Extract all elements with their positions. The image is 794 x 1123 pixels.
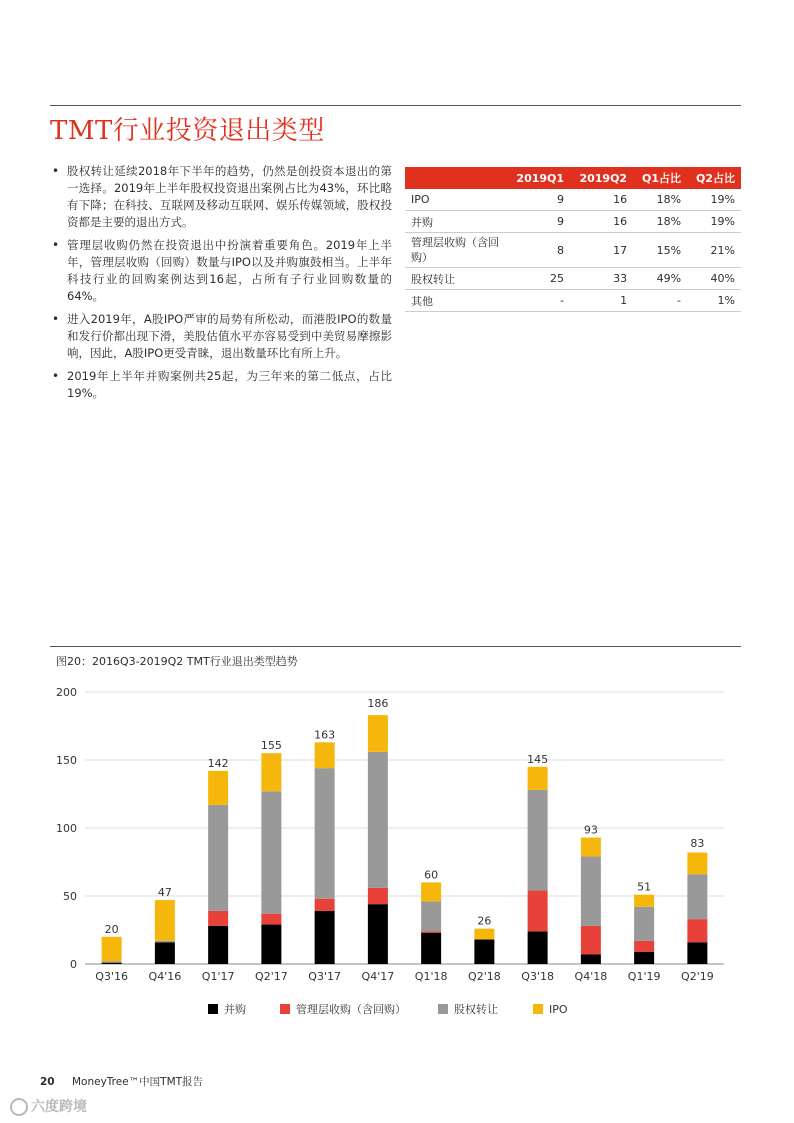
table-cell: 其他 <box>405 290 507 312</box>
x-tick-label: Q2'17 <box>255 970 288 983</box>
table-cell: 17 <box>570 233 633 268</box>
bar-segment <box>315 911 335 964</box>
table-cell: 19% <box>687 189 741 211</box>
x-tick-label: Q4'18 <box>574 970 608 983</box>
table-cell: 9 <box>507 189 570 211</box>
legend-swatch <box>280 1004 290 1014</box>
x-tick-label: Q3'17 <box>308 970 341 983</box>
total-label: 83 <box>690 837 705 851</box>
legend-label: IPO <box>549 1003 568 1016</box>
bar-segment <box>528 767 548 790</box>
bar-segment <box>687 942 707 964</box>
bar-segment <box>261 925 281 964</box>
bar-segment <box>421 931 441 932</box>
table-cell: 18% <box>633 211 687 233</box>
bar-segment <box>368 904 388 964</box>
bar-segment <box>528 891 548 932</box>
table-cell: 1% <box>687 290 741 312</box>
exit-type-table <box>405 167 741 312</box>
table-cell: 16 <box>570 189 633 211</box>
table-cell: 21% <box>687 233 741 268</box>
x-tick-label: Q4'17 <box>361 970 395 983</box>
bar-segment <box>581 926 601 955</box>
table-cell: 16 <box>570 211 633 233</box>
bar-segment <box>368 888 388 904</box>
footer-text: MoneyTree™中国TMT报告 <box>71 1076 204 1088</box>
logo-icon <box>10 1098 28 1116</box>
legend-label: 股权转让 <box>454 1003 498 1016</box>
x-tick-label: Q4'16 <box>148 970 182 983</box>
bar-segment <box>261 914 281 925</box>
bar-segment <box>421 882 441 901</box>
total-label: 155 <box>260 739 282 753</box>
total-label: 186 <box>367 697 389 711</box>
bar-segment <box>261 753 281 791</box>
bar-segment <box>368 752 388 888</box>
x-tick-label: Q1'18 <box>414 970 448 983</box>
total-label: 51 <box>637 880 652 894</box>
y-tick-label: 50 <box>63 890 77 903</box>
table-row <box>405 268 741 290</box>
legend-swatch <box>438 1004 448 1014</box>
table-cell: 33 <box>570 268 633 290</box>
table-row <box>405 211 741 233</box>
bar-segment <box>155 941 175 942</box>
bar-segment <box>581 857 601 926</box>
watermark-logo <box>10 1096 87 1116</box>
bar-segment <box>102 961 122 962</box>
bar-segment <box>155 900 175 941</box>
table-cell: 15% <box>633 233 687 268</box>
table-cell: 40% <box>687 268 741 290</box>
bar-segment <box>261 791 281 913</box>
total-label: 60 <box>424 868 439 882</box>
bar-segment <box>581 954 601 964</box>
table-header-row <box>405 167 741 189</box>
table-cell: - <box>633 290 687 312</box>
bar-segment <box>634 895 654 907</box>
bar-segment <box>634 952 654 964</box>
bar-segment <box>315 742 335 768</box>
bullet-item: • 股权转让延续2018年下半年的趋势，仍然是创投资本退出的第一选择。2019年上半年股权投资退出案例占比为43%，环比略有下降；在科技、互联网及移动互联网、娱乐传媒领域，股权投资都是主要的退出方式。 <box>52 163 392 231</box>
bullet-item: • 2019年上半年并购案例共25起，为三年来的第二低点，占比19%。 <box>52 368 392 402</box>
total-label: 142 <box>207 756 229 770</box>
table-cell: 49% <box>633 268 687 290</box>
y-tick-label: 200 <box>56 686 77 699</box>
bar-segment <box>315 899 335 911</box>
bullet-item: • 管理层收购仍然在投资退出中扮演着重要角色。2019年上半年，管理层收购（回购）数量与IPO以及并购旗鼓相当。上半年科技行业的回购案例达到16起，占所有子行业回购数量的64%。 <box>52 237 392 305</box>
page-title: TMT行业投资退出类型 <box>50 116 325 146</box>
table-cell: IPO <box>405 189 507 211</box>
x-tick-label: Q1'19 <box>627 970 661 983</box>
total-label: 163 <box>314 728 336 742</box>
figure-rule <box>50 646 741 647</box>
figure-title: 图20：2016Q3-2019Q2 TMT行业退出类型趋势 <box>56 655 298 668</box>
table-cell: 并购 <box>405 211 507 233</box>
legend-label: 管理层收购（含回购） <box>296 1003 406 1016</box>
total-label: 20 <box>104 922 119 936</box>
y-tick-label: 100 <box>56 822 77 835</box>
legend-swatch <box>208 1004 218 1014</box>
page-number: 20 <box>40 1076 55 1088</box>
bar-segment <box>581 838 601 857</box>
y-tick-label: 150 <box>56 754 77 767</box>
bar-segment <box>687 919 707 942</box>
total-label: 26 <box>477 914 492 928</box>
table-cell: 25 <box>507 268 570 290</box>
table-row <box>405 290 741 312</box>
bar-segment <box>687 874 707 919</box>
bar-segment <box>421 901 441 931</box>
bar-segment <box>528 931 548 964</box>
x-tick-label: Q2'18 <box>468 970 501 983</box>
table-cell: 9 <box>507 211 570 233</box>
total-label: 47 <box>157 886 172 900</box>
table-cell: - <box>507 290 570 312</box>
bar-segment <box>208 911 228 926</box>
table-cell: 1 <box>570 290 633 312</box>
bar-segment <box>474 940 494 964</box>
legend-swatch <box>533 1004 543 1014</box>
bar-segment <box>102 963 122 964</box>
table-header: 2019Q2 <box>570 167 633 189</box>
stacked-bar-chart <box>0 672 794 1042</box>
bar-segment <box>474 929 494 940</box>
bar-segment <box>368 715 388 752</box>
table-header <box>405 167 507 189</box>
bar-segment <box>208 805 228 911</box>
bar-segment <box>687 852 707 874</box>
bar-segment <box>421 933 441 964</box>
bullet-item: • 进入2019年，A股IPO严审的局势有所松动，而港股IPO的数量和发行价都出现下滑，美股估值水平亦容易受到中美贸易摩擦影响，因此，A股IPO更受青睐，退出数量环比有所上升。 <box>52 311 392 362</box>
table-row <box>405 189 741 211</box>
table-cell: 管理层收购（含回购） <box>405 233 507 268</box>
bar-segment <box>634 941 654 952</box>
table-cell: 19% <box>687 211 741 233</box>
table-cell: 股权转让 <box>405 268 507 290</box>
page-footer <box>40 1074 203 1089</box>
bar-segment <box>208 926 228 964</box>
x-tick-label: Q3'16 <box>95 970 128 983</box>
table-cell: 8 <box>507 233 570 268</box>
legend-label: 并购 <box>224 1003 246 1016</box>
table-header: 2019Q1 <box>507 167 570 189</box>
table-row <box>405 233 741 268</box>
x-tick-label: Q2'19 <box>681 970 714 983</box>
bar-segment <box>155 942 175 964</box>
bar-segment <box>528 790 548 891</box>
table-header: Q2占比 <box>687 167 741 189</box>
y-tick-label: 0 <box>70 958 77 971</box>
bullet-list <box>52 163 392 408</box>
bar-segment <box>634 907 654 941</box>
logo-text: 六度跨境 <box>31 1099 87 1115</box>
total-label: 145 <box>527 752 549 766</box>
x-tick-label: Q1'17 <box>201 970 235 983</box>
table-cell: 18% <box>633 189 687 211</box>
top-rule <box>50 105 741 106</box>
table-header: Q1占比 <box>633 167 687 189</box>
x-tick-label: Q3'18 <box>521 970 554 983</box>
bar-segment <box>208 771 228 805</box>
bar-segment <box>102 937 122 961</box>
bar-segment <box>315 768 335 899</box>
total-label: 93 <box>583 823 598 837</box>
